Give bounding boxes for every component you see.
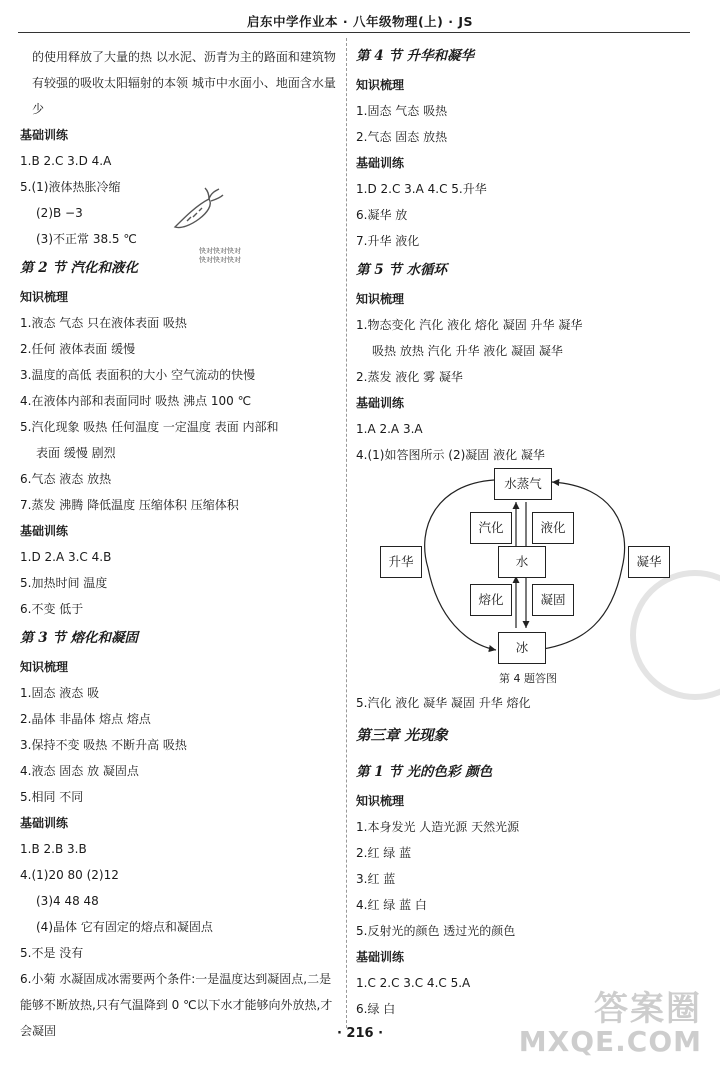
answer-line: 2.晶体 非晶体 熔点 熔点 [20, 712, 151, 726]
stamp-text-line: 快对快对快对 [199, 247, 241, 255]
answer-line: 5.反射光的颜色 透过光的颜色 [356, 924, 516, 938]
answer-line: 5.不是 没有 [20, 946, 84, 960]
section-title-2: 第 2 节 汽化和液化 [20, 260, 138, 276]
section-title-1: 第 1 节 光的色彩 颜色 [356, 764, 493, 780]
answer-line: (2)B −3 [36, 206, 83, 220]
answer-line: 6.凝华 放 [356, 208, 408, 222]
watermark-en: MXQE.COM [518, 1025, 702, 1058]
answer-line: 6.不变 低于 [20, 602, 84, 616]
answer-line: 吸热 放热 汽化 升华 液化 凝固 凝华 [372, 344, 563, 358]
diagram-label-vaporize: 汽化 [470, 512, 512, 544]
answer-line: 4.(1)如答图所示 (2)凝固 液化 凝华 [356, 448, 545, 462]
page-number: · 216 · [336, 1026, 384, 1041]
knowledge-heading: 知识梳理 [20, 660, 69, 674]
chapter-title: 第三章 光现象 [356, 727, 449, 744]
answer-line: (4)晶体 它有固定的熔点和凝固点 [36, 920, 213, 934]
answer-line: 5.相同 不同 [20, 790, 84, 804]
answer-line: 2.红 绿 蓝 [356, 846, 412, 860]
answer-line: 5.加热时间 温度 [20, 576, 108, 590]
answer-line: 4.在液体内部和表面同时 吸热 沸点 100 ℃ [20, 394, 252, 408]
answer-line: 1.液态 气态 只在液体表面 吸热 [20, 316, 187, 330]
basic-training-heading: 基础训练 [20, 128, 69, 142]
answer-line: 6.绿 白 [356, 1002, 396, 1016]
basic-training-heading: 基础训练 [20, 524, 69, 538]
answer-line: 1.物态变化 汽化 液化 熔化 凝固 升华 凝华 [356, 318, 583, 332]
answer-line: 6.气态 液态 放热 [20, 472, 112, 486]
answer-line: 4.(1)20 80 (2)12 [20, 868, 119, 882]
figure-caption: 第 4 题答图 [499, 672, 557, 685]
answer-line: 5.(1)液体热胀冷缩 [20, 180, 121, 194]
diagram-label-desublimate: 凝华 [628, 546, 670, 578]
diagram-label-liquefy: 液化 [532, 512, 574, 544]
right-column [356, 44, 700, 1022]
section-title-5: 第 5 节 水循环 [356, 262, 447, 278]
answer-line: 1.固态 气态 吸热 [356, 104, 448, 118]
answer-line: 4.液态 固态 放 凝固点 [20, 764, 139, 778]
answer-line: (3)不正常 38.5 ℃ [36, 232, 137, 246]
site-watermark [519, 991, 702, 1057]
answer-line: 3.温度的高低 表面积的大小 空气流动的快慢 [20, 368, 256, 382]
answer-line: 1.B 2.B 3.B [20, 842, 87, 856]
answer-line: 7.蒸发 沸腾 降低温度 压缩体积 压缩体积 [20, 498, 239, 512]
diagram-node-ice: 冰 [498, 632, 546, 664]
left-column [20, 44, 338, 1044]
knowledge-heading: 知识梳理 [20, 290, 69, 304]
answer-line: 5.汽化现象 吸热 任何温度 一定温度 表面 内部和 [20, 420, 279, 434]
section-title-4: 第 4 节 升华和凝华 [356, 48, 474, 64]
basic-training-heading: 基础训练 [20, 816, 69, 830]
answer-line: 3.红 蓝 [356, 872, 396, 886]
answer-line: 4.红 绿 蓝 白 [356, 898, 427, 912]
column-divider [346, 38, 347, 1028]
header-rule [18, 32, 690, 33]
answer-line: 2.任何 液体表面 缓慢 [20, 342, 136, 356]
answer-line: 1.D 2.C 3.A 4.C 5.升华 [356, 182, 487, 196]
diagram-label-sublimate: 升华 [380, 546, 422, 578]
answer-line: 5.汽化 液化 凝华 凝固 升华 熔化 [356, 696, 531, 710]
knowledge-heading: 知识梳理 [356, 794, 405, 808]
answer-line: 2.蒸发 液化 雾 凝华 [356, 370, 463, 384]
intro-paragraph: 的使用释放了大量的热 以水泥、沥青为主的路面和建筑物有较强的吸收太阳辐射的本领 城市中水面小、地面含水量少 [32, 50, 336, 116]
water-cycle-diagram [376, 468, 676, 668]
basic-training-heading: 基础训练 [356, 950, 405, 964]
diagram-node-vapor: 水蒸气 [494, 468, 552, 500]
answer-line: 表面 缓慢 剧烈 [36, 446, 116, 460]
answer-line: 1.固态 液态 吸 [20, 686, 100, 700]
answer-line: 3.保持不变 吸热 不断升高 吸热 [20, 738, 187, 752]
basic-training-heading: 基础训练 [356, 396, 405, 410]
page-header: 启东中学作业本 · 八年级物理(上) · JS [247, 14, 473, 29]
answer-line: 1.B 2.C 3.D 4.A [20, 154, 112, 168]
knowledge-heading: 知识梳理 [356, 292, 405, 306]
answer-line: 1.本身发光 人造光源 天然光源 [356, 820, 520, 834]
answer-paragraph: 6.小菊 水凝固成冰需要两个条件:一是温度达到凝固点,二是能够不断放热,只有气温降到 0 ℃以下水才能够向外放热,才会凝固 [20, 972, 333, 1038]
knowledge-heading: 知识梳理 [356, 78, 405, 92]
answer-line: 1.C 2.C 3.C 4.C 5.A [356, 976, 471, 990]
answer-line: 1.D 2.A 3.C 4.B [20, 550, 112, 564]
answer-line: 1.A 2.A 3.A [356, 422, 423, 436]
answer-line: 7.升华 液化 [356, 234, 420, 248]
basic-training-heading: 基础训练 [356, 156, 405, 170]
answer-line: (3)4 48 48 [36, 894, 99, 908]
section-title-3: 第 3 节 熔化和凝固 [20, 630, 138, 646]
answer-line: 2.气态 固态 放热 [356, 130, 448, 144]
diagram-node-water: 水 [498, 546, 546, 578]
watermark-cn: 答案圈 [594, 989, 702, 1029]
diagram-label-melt: 熔化 [470, 584, 512, 616]
diagram-label-freeze: 凝固 [532, 584, 574, 616]
stamp-text-line: 快对快对快对 [199, 256, 241, 264]
